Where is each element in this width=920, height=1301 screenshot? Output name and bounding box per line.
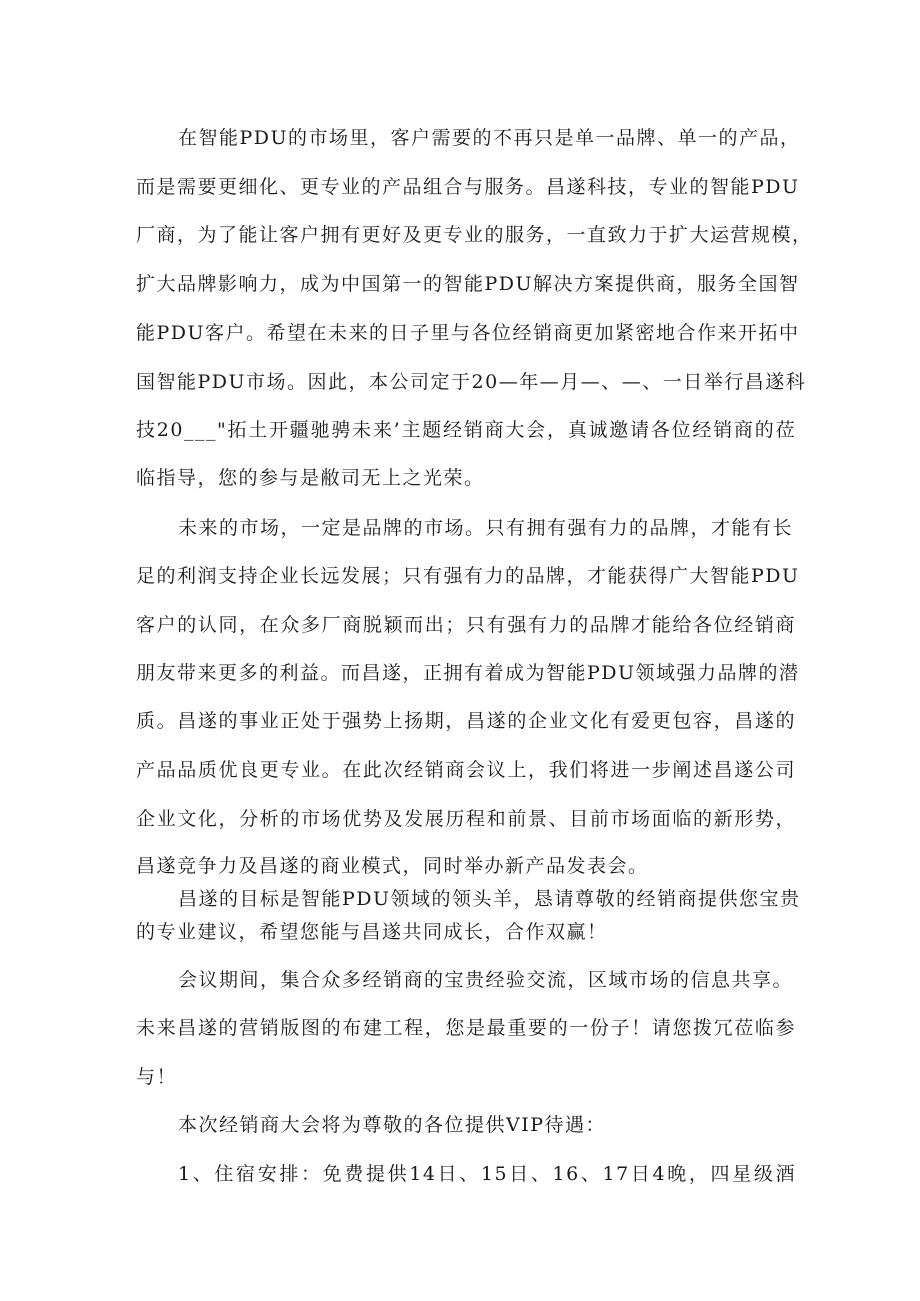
text-line: 临指导，您的参与是敝司无上之光荣。 bbox=[136, 467, 485, 489]
text-line: 产品品质优良更专业。在此次经销商会议上，我们将进一步阐述昌遂公司 bbox=[136, 759, 796, 781]
text-line: 未来的市场，一定是品牌的市场。只有拥有强有力的品牌，才能有长 bbox=[178, 517, 794, 539]
text-line: 1、住宿安排：免费提供14日、15日、16、17日4晚，四星级酒 bbox=[178, 1163, 796, 1185]
text-line: 厂商，为了能让客户拥有更好及更专业的服务，一直致力于扩大运营规模， bbox=[136, 224, 813, 246]
text-line: 而是需要更细化、更专业的产品组合与服务。昌遂科技，专业的智能PDU bbox=[136, 176, 800, 198]
text-line: 会议期间，集合众多经销商的宝贵经验交流，区域市场的信息共享。 bbox=[178, 969, 794, 991]
text-line: 在智能PDU的市场里，客户需要的不再只是单一品牌、单一的产品， bbox=[178, 127, 801, 149]
text-line: 昌遂的目标是智能PDU领域的领头羊，恳请尊敬的经销商提供您宝贵 bbox=[178, 888, 801, 910]
text-line: 企业文化，分析的市场优势及发展历程和前景、目前市场面临的新形势， bbox=[136, 808, 796, 830]
text-line: 与！ bbox=[136, 1066, 178, 1088]
text-line: 足的利润支持企业长远发展；只有强有力的品牌，才能获得广大智能PDU bbox=[136, 565, 800, 587]
text-line: 昌遂竞争力及昌遂的商业模式，同时举办新产品发表会。 bbox=[136, 855, 649, 877]
text-line: 的专业建议，希望您能与昌遂共同成长，合作双赢！ bbox=[136, 921, 608, 943]
text-line: 能PDU客户。希望在未来的日子里与各位经销商更加紧密地合作来开拓中 bbox=[136, 322, 800, 344]
text-line: 国智能PDU市场。因此，本公司定于20—年—月—、—、一日举行昌遂科 bbox=[136, 371, 807, 393]
text-line: 本次经销商大会将为尊敬的各位提供VIP待遇： bbox=[178, 1114, 607, 1136]
text-line: 朋友带来更多的利益。而昌遂，正拥有着成为智能PDU领域强力品牌的潜 bbox=[136, 662, 800, 684]
text-line: 客户的认同，在众多厂商脱颖而出；只有强有力的品牌才能给各位经销商 bbox=[136, 614, 796, 636]
text-line: 技20___"拓土开疆驰骋未来’主题经销商大会，真诚邀请各位经销商的莅 bbox=[136, 419, 796, 441]
text-line: 未来昌遂的营销版图的布建工程，您是最重要的一份子！请您拨冗莅临参 bbox=[136, 1017, 796, 1039]
text-line: 质。昌遂的事业正处于强势上扬期，昌遂的企业文化有爱更包容，昌遂的 bbox=[136, 710, 796, 732]
text-line: 扩大品牌影响力，成为中国第一的智能PDU解决方案提供商，服务全国智 bbox=[136, 273, 800, 295]
